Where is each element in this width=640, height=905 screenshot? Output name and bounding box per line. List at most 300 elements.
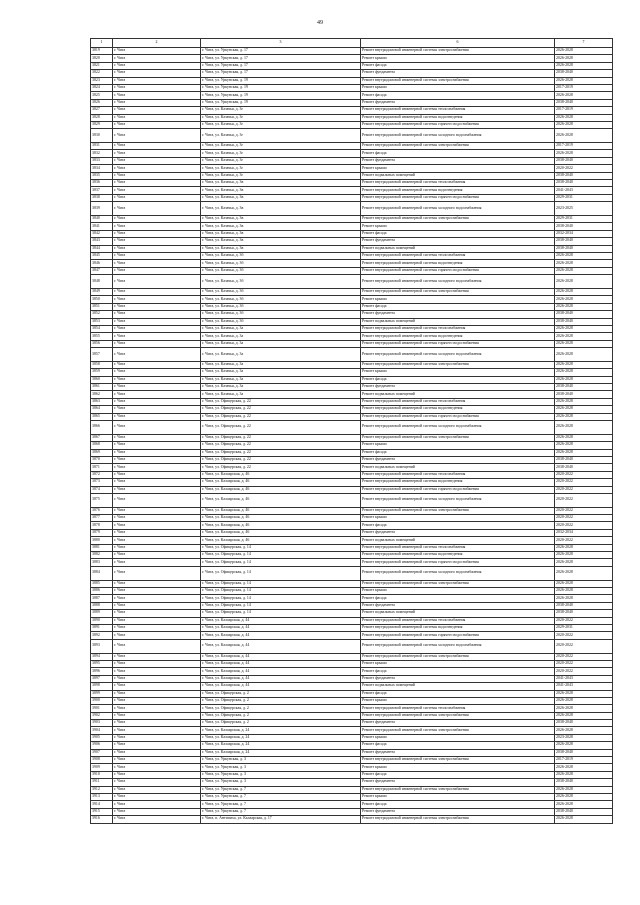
row-number-cell: 3846 <box>91 260 113 267</box>
table-row <box>91 172 613 179</box>
work-type-cell: Ремонт внутридомовой инженерной системы электроснабжения <box>361 143 555 150</box>
row-number-cell: 3916 <box>91 816 113 823</box>
period-cell: 2038-2040 <box>555 99 613 106</box>
period-cell: 2041-2043 <box>555 683 613 690</box>
table-row <box>91 143 613 150</box>
table-row <box>91 566 613 580</box>
city-cell: г. Чита <box>113 734 201 741</box>
row-number-cell: 3888 <box>91 602 113 609</box>
period-cell: 2020-2022 <box>555 617 613 624</box>
address-cell: г. Чита, ул. Казачья, д. 3в <box>201 245 361 252</box>
period-cell: 2038-2040 <box>555 384 613 391</box>
work-type-cell: Ремонт фундамента <box>361 808 555 815</box>
period-cell: 2038-2040 <box>555 720 613 727</box>
city-cell: г. Чита <box>113 771 201 778</box>
address-cell: г. Чита, ул. Казачья, д. 3г <box>201 114 361 121</box>
row-number-cell: 3838 <box>91 194 113 201</box>
city-cell: г. Чита <box>113 720 201 727</box>
row-number-cell: 3863 <box>91 398 113 405</box>
work-type-cell: Ремонт внутридомовой инженерной системы холодного водоснабжения <box>361 275 555 289</box>
period-cell: 2026-2028 <box>555 55 613 62</box>
city-cell: г. Чита <box>113 121 201 128</box>
work-type-cell: Ремонт внутридомовой инженерной системы теплоснабжения <box>361 107 555 114</box>
work-type-cell: Ремонт внутридомовой инженерной системы теплоснабжения <box>361 544 555 551</box>
address-cell: г. Чита, ул. Казачья, д. 3г <box>201 143 361 150</box>
table-row <box>91 348 613 362</box>
work-type-cell: Ремонт внутридомовой инженерной системы холодного водоснабжения <box>361 420 555 434</box>
period-cell: 2026-2028 <box>555 260 613 267</box>
work-type-cell: Ремонт внутридомовой инженерной системы горячего водоснабжения <box>361 632 555 639</box>
city-cell: г. Чита <box>113 683 201 690</box>
table-row <box>91 318 613 325</box>
table-row <box>91 668 613 675</box>
city-cell: г. Чита <box>113 653 201 660</box>
work-type-cell: Ремонт внутридомовой инженерной системы электроснабжения <box>361 216 555 223</box>
table-row <box>91 384 613 391</box>
period-cell: 2026-2028 <box>555 340 613 347</box>
work-type-cell: Ремонт внутридомовой инженерной системы электроснабжения <box>361 580 555 587</box>
table-row <box>91 245 613 252</box>
row-number-cell: 3831 <box>91 143 113 150</box>
work-type-cell: Ремонт внутридомовой инженерной системы электроснабжения <box>361 288 555 295</box>
table-row <box>91 580 613 587</box>
city-cell: г. Чита <box>113 325 201 332</box>
table-row <box>91 697 613 704</box>
city-cell: г. Чита <box>113 690 201 697</box>
period-cell: 2026-2028 <box>555 333 613 340</box>
table-row <box>91 398 613 405</box>
row-number-cell: 3860 <box>91 376 113 383</box>
period-cell: 2026-2028 <box>555 92 613 99</box>
table-row <box>91 420 613 434</box>
address-cell: г. Чита, ул. Казачья, д. 3в <box>201 238 361 245</box>
address-cell: г. Чита, ул. Офицерская, д. 22 <box>201 406 361 413</box>
work-type-cell: Ремонт внутридомовой инженерной системы водоотведения <box>361 552 555 559</box>
address-cell: г. Чита, ул. Калаарская, д. 24 <box>201 742 361 749</box>
table-row <box>91 107 613 114</box>
period-cell: 2038-2040 <box>555 157 613 164</box>
row-number-cell: 3851 <box>91 303 113 310</box>
row-number-cell: 3844 <box>91 245 113 252</box>
city-cell: г. Чита <box>113 311 201 318</box>
row-number-cell: 3861 <box>91 384 113 391</box>
address-cell: г. Чита, ул. Казачья, д. 3а <box>201 376 361 383</box>
table-row <box>91 449 613 456</box>
table-row <box>91 515 613 522</box>
table-row <box>91 325 613 332</box>
work-type-cell: Ремонт фундамента <box>361 456 555 463</box>
row-number-cell: 3912 <box>91 786 113 793</box>
row-number-cell: 3876 <box>91 507 113 514</box>
address-cell: г. Чита, ул. Калаарская, д. 46 <box>201 493 361 507</box>
address-cell: г. Чита, ул. Калаарская, д. 44 <box>201 653 361 660</box>
city-cell: г. Чита <box>113 172 201 179</box>
table-row <box>91 537 613 544</box>
city-cell: г. Чита <box>113 157 201 164</box>
table-row <box>91 194 613 201</box>
city-cell: г. Чита <box>113 442 201 449</box>
period-cell: 2020-2022 <box>555 507 613 514</box>
period-cell: 2023-2025 <box>555 202 613 216</box>
address-cell: г. Чита, ул. Калаарская, д. 44 <box>201 675 361 682</box>
address-cell: г. Чита, ул. Калаарская, д. 44 <box>201 617 361 624</box>
period-cell: 2026-2028 <box>555 121 613 128</box>
row-number-cell: 3856 <box>91 340 113 347</box>
period-cell: 2026-2028 <box>555 559 613 566</box>
period-cell: 2026-2028 <box>555 348 613 362</box>
table-row <box>91 311 613 318</box>
table-row <box>91 653 613 660</box>
work-type-cell: Ремонт подвальных помещений <box>361 245 555 252</box>
row-number-cell: 3894 <box>91 653 113 660</box>
table-row <box>91 333 613 340</box>
row-number-cell: 3820 <box>91 55 113 62</box>
work-type-cell: Ремонт внутридомовой инженерной системы холодного водоснабжения <box>361 639 555 653</box>
work-type-cell: Ремонт внутридомовой инженерной системы холодного водоснабжения <box>361 129 555 143</box>
table-row <box>91 720 613 727</box>
table-row <box>91 77 613 84</box>
address-cell: г. Чита, ул. Офицерская, д. 14 <box>201 552 361 559</box>
table-row <box>91 479 613 486</box>
city-cell: г. Чита <box>113 529 201 536</box>
city-cell: г. Чита <box>113 471 201 478</box>
city-cell: г. Чита <box>113 413 201 420</box>
row-number-cell: 3865 <box>91 413 113 420</box>
period-cell: 2026-2028 <box>555 742 613 749</box>
table-row <box>91 742 613 749</box>
table-row <box>91 223 613 230</box>
row-number-cell: 3904 <box>91 727 113 734</box>
period-cell: 2026-2028 <box>555 413 613 420</box>
period-cell: 2026-2028 <box>555 62 613 69</box>
work-type-cell: Ремонт фундамента <box>361 720 555 727</box>
city-cell: г. Чита <box>113 107 201 114</box>
period-cell: 2038-2040 <box>555 808 613 815</box>
table-row <box>91 340 613 347</box>
work-type-cell: Ремонт фасада <box>361 376 555 383</box>
period-cell: 2026-2028 <box>555 595 613 602</box>
address-cell: г. Чита, ул. Калаарская, д. 24 <box>201 727 361 734</box>
address-cell: г. Чита, ул. Уркунская, д. 3 <box>201 779 361 786</box>
work-type-cell: Ремонт подвальных помещений <box>361 610 555 617</box>
address-cell: г. Чита, ул. Офицерская, д. 22 <box>201 464 361 471</box>
address-cell: г. Чита, ул. Казачья, д. 3в <box>201 194 361 201</box>
table-row <box>91 413 613 420</box>
table-row <box>91 544 613 551</box>
period-cell: 2026-2028 <box>555 369 613 376</box>
city-cell: г. Чита <box>113 816 201 823</box>
city-cell: г. Чита <box>113 384 201 391</box>
row-number-cell: 3868 <box>91 442 113 449</box>
table-row <box>91 202 613 216</box>
city-cell: г. Чита <box>113 55 201 62</box>
period-cell: 2026-2028 <box>555 434 613 441</box>
row-number-cell: 3890 <box>91 617 113 624</box>
row-number-cell: 3835 <box>91 172 113 179</box>
city-cell: г. Чита <box>113 216 201 223</box>
period-cell: 2038-2040 <box>555 391 613 398</box>
row-number-cell: 3874 <box>91 486 113 493</box>
address-cell: г. Чита, ул. Калаарская, д. 46 <box>201 537 361 544</box>
city-cell: г. Чита <box>113 92 201 99</box>
row-number-cell: 3913 <box>91 793 113 800</box>
period-cell: 2026-2028 <box>555 544 613 551</box>
address-cell: г. Чита, ул. Казачья, д. 3б <box>201 252 361 259</box>
period-cell: 2026-2028 <box>555 764 613 771</box>
row-number-cell: 3849 <box>91 288 113 295</box>
period-cell: 2026-2028 <box>555 697 613 704</box>
work-type-cell: Ремонт фасада <box>361 62 555 69</box>
table-row <box>91 588 613 595</box>
address-cell: г. Чита, ул. Офицерская, д. 14 <box>201 544 361 551</box>
city-cell: г. Чита <box>113 99 201 106</box>
work-type-cell: Ремонт фундамента <box>361 749 555 756</box>
row-number-cell: 3864 <box>91 406 113 413</box>
work-type-cell: Ремонт внутридомовой инженерной системы электроснабжения <box>361 77 555 84</box>
address-cell: г. Чита, ул. Уркунская, д. 17 <box>201 48 361 55</box>
row-number-cell: 3836 <box>91 180 113 187</box>
row-number-cell: 3841 <box>91 223 113 230</box>
city-cell: г. Чита <box>113 187 201 194</box>
city-cell: г. Чита <box>113 223 201 230</box>
row-number-cell: 3824 <box>91 84 113 91</box>
table-row <box>91 522 613 529</box>
row-number-cell: 3833 <box>91 157 113 164</box>
row-number-cell: 3845 <box>91 252 113 259</box>
work-type-cell: Ремонт внутридомовой инженерной системы холодного водоснабжения <box>361 348 555 362</box>
address-cell: г. Чита, ул. Офицерская, д. 2 <box>201 705 361 712</box>
row-number-cell: 3907 <box>91 749 113 756</box>
address-cell: г. Чита, ул. Казачья, д. 3в <box>201 187 361 194</box>
row-number-cell: 3823 <box>91 77 113 84</box>
address-cell: г. Чита, ул. Уркунская, д. 3 <box>201 771 361 778</box>
period-cell: 2020-2022 <box>555 471 613 478</box>
table-row <box>91 180 613 187</box>
table-header-row <box>91 39 613 48</box>
period-cell: 2032-2034 <box>555 529 613 536</box>
table-row <box>91 165 613 172</box>
city-cell: г. Чита <box>113 493 201 507</box>
work-type-cell: Ремонт внутридомовой инженерной системы электроснабжения <box>361 786 555 793</box>
work-type-cell: Ремонт подвальных помещений <box>361 318 555 325</box>
row-number-cell: 3821 <box>91 62 113 69</box>
table-row <box>91 157 613 164</box>
table-row <box>91 734 613 741</box>
row-number-cell: 3915 <box>91 808 113 815</box>
row-number-cell: 3905 <box>91 734 113 741</box>
period-cell: 2020-2022 <box>555 653 613 660</box>
work-type-cell: Ремонт фундамента <box>361 99 555 106</box>
city-cell: г. Чита <box>113 114 201 121</box>
row-number-cell: 3828 <box>91 114 113 121</box>
work-type-cell: Ремонт внутридомовой инженерной системы горячего водоснабжения <box>361 486 555 493</box>
row-number-cell: 3854 <box>91 325 113 332</box>
work-type-cell: Ремонт внутридомовой инженерной системы водоотведения <box>361 260 555 267</box>
period-cell: 2020-2022 <box>555 486 613 493</box>
work-type-cell: Ремонт фундамента <box>361 311 555 318</box>
address-cell: г. Чита, ул. Калаарская, д. 44 <box>201 683 361 690</box>
city-cell: г. Чита <box>113 376 201 383</box>
address-cell: г. Чита, ул. Уркунская, д. 3 <box>201 757 361 764</box>
row-number-cell: 3857 <box>91 348 113 362</box>
work-type-cell: Ремонт крыши <box>361 793 555 800</box>
city-cell: г. Чита <box>113 779 201 786</box>
row-number-cell: 3896 <box>91 668 113 675</box>
work-type-cell: Ремонт крыши <box>361 442 555 449</box>
row-number-cell: 3842 <box>91 230 113 237</box>
table-row <box>91 391 613 398</box>
address-cell: г. Чита, ул. Казачья, д. 3а <box>201 325 361 332</box>
row-number-cell: 3883 <box>91 559 113 566</box>
row-number-cell: 3908 <box>91 757 113 764</box>
period-cell: 2026-2028 <box>555 588 613 595</box>
table-row <box>91 129 613 143</box>
table-row <box>91 216 613 223</box>
table-row <box>91 602 613 609</box>
address-cell: г. Чита, ул. Офицерская, д. 2 <box>201 712 361 719</box>
city-cell: г. Чита <box>113 749 201 756</box>
work-type-cell: Ремонт фундамента <box>361 70 555 77</box>
period-cell: 2026-2028 <box>555 566 613 580</box>
city-cell: г. Чита <box>113 288 201 295</box>
address-cell: г. Чита, ул. Уркунская, д. 19 <box>201 99 361 106</box>
period-cell: 2026-2028 <box>555 580 613 587</box>
address-cell: г. Чита, ул. Казачья, д. 3б <box>201 318 361 325</box>
address-cell: г. Чита, ул. Казачья, д. 3г <box>201 107 361 114</box>
city-cell: г. Чита <box>113 566 201 580</box>
period-cell: 2026-2028 <box>555 449 613 456</box>
address-cell: г. Чита, ул. Офицерская, д. 22 <box>201 449 361 456</box>
work-type-cell: Ремонт крыши <box>361 84 555 91</box>
work-type-cell: Ремонт внутридомовой инженерной системы теплоснабжения <box>361 398 555 405</box>
table-row <box>91 690 613 697</box>
period-cell: 2026-2028 <box>555 793 613 800</box>
work-type-cell: Ремонт внутридомовой инженерной системы холодного водоснабжения <box>361 493 555 507</box>
period-cell: 2029-2031 <box>555 194 613 201</box>
table-row <box>91 779 613 786</box>
table-row <box>91 632 613 639</box>
address-cell: г. Чита, ул. Казачья, д. 3г <box>201 172 361 179</box>
period-cell: 2026-2028 <box>555 325 613 332</box>
table-row <box>91 92 613 99</box>
work-type-cell: Ремонт внутридомовой инженерной системы холодного водоснабжения <box>361 202 555 216</box>
work-type-cell: Ремонт внутридомовой инженерной системы электроснабжения <box>361 48 555 55</box>
work-type-cell: Ремонт внутридомовой инженерной системы электроснабжения <box>361 434 555 441</box>
row-number-cell: 3906 <box>91 742 113 749</box>
period-cell: 2017-2019 <box>555 84 613 91</box>
city-cell: г. Чита <box>113 143 201 150</box>
work-type-cell: Ремонт внутридомовой инженерной системы водоотведения <box>361 187 555 194</box>
table-body <box>91 48 613 824</box>
work-type-cell: Ремонт внутридомовой инженерной системы горячего водоснабжения <box>361 559 555 566</box>
table-row <box>91 683 613 690</box>
work-type-cell: Ремонт внутридомовой инженерной системы электроснабжения <box>361 712 555 719</box>
address-cell: г. Чита, ул. Казачья, д. 3а <box>201 369 361 376</box>
address-cell: г. Чита, ул. Уркунская, д. 7 <box>201 801 361 808</box>
address-cell: г. Чита, ул. Казачья, д. 3в <box>201 180 361 187</box>
address-cell: г. Чита, ул. Уркунская, д. 17 <box>201 62 361 69</box>
header-col-1: 1 <box>91 39 113 48</box>
address-cell: г. Чита, ул. Уркунская, д. 17 <box>201 70 361 77</box>
work-type-cell: Ремонт фасада <box>361 230 555 237</box>
work-type-cell: Ремонт фасада <box>361 742 555 749</box>
city-cell: г. Чита <box>113 660 201 667</box>
row-number-cell: 3862 <box>91 391 113 398</box>
address-cell: г. Чита, ул. Офицерская, д. 14 <box>201 566 361 580</box>
work-type-cell: Ремонт внутридомовой инженерной системы горячего водоснабжения <box>361 340 555 347</box>
period-cell: 2026-2028 <box>555 801 613 808</box>
address-cell: г. Чита, ул. Офицерская, д. 22 <box>201 398 361 405</box>
period-cell: 2026-2028 <box>555 442 613 449</box>
table-row <box>91 238 613 245</box>
period-cell: 2026-2028 <box>555 406 613 413</box>
row-number-cell: 3901 <box>91 705 113 712</box>
address-cell: г. Чита, ул. Казачья, д. 3б <box>201 288 361 295</box>
row-number-cell: 3819 <box>91 48 113 55</box>
table-row <box>91 288 613 295</box>
city-cell: г. Чита <box>113 260 201 267</box>
city-cell: г. Чита <box>113 764 201 771</box>
row-number-cell: 3885 <box>91 580 113 587</box>
table-row <box>91 493 613 507</box>
period-cell: 2026-2028 <box>555 77 613 84</box>
city-cell: г. Чита <box>113 398 201 405</box>
period-cell: 2017-2019 <box>555 107 613 114</box>
address-cell: г. Чита, ул. Казачья, д. 3а <box>201 348 361 362</box>
row-number-cell: 3877 <box>91 515 113 522</box>
period-cell: 2038-2040 <box>555 456 613 463</box>
work-type-cell: Ремонт фасада <box>361 150 555 157</box>
address-cell: г. Чита, п. Антипиха, ул. Калаарская, д. 17 <box>201 816 361 823</box>
address-cell: г. Чита, ул. Офицерская, д. 2 <box>201 720 361 727</box>
table-row <box>91 705 613 712</box>
period-cell: 2020-2022 <box>555 537 613 544</box>
row-number-cell: 3847 <box>91 267 113 274</box>
table-row <box>91 793 613 800</box>
work-type-cell: Ремонт крыши <box>361 165 555 172</box>
period-cell: 2026-2028 <box>555 296 613 303</box>
work-type-cell: Ремонт внутридомовой инженерной системы теплоснабжения <box>361 617 555 624</box>
city-cell: г. Чита <box>113 595 201 602</box>
period-cell: 2026-2028 <box>555 712 613 719</box>
row-number-cell: 3859 <box>91 369 113 376</box>
row-number-cell: 3853 <box>91 318 113 325</box>
period-cell: 2032-2034 <box>555 230 613 237</box>
work-type-cell: Ремонт крыши <box>361 515 555 522</box>
row-number-cell: 3867 <box>91 434 113 441</box>
address-cell: г. Чита, ул. Калаарская, д. 46 <box>201 507 361 514</box>
city-cell: г. Чита <box>113 369 201 376</box>
row-number-cell: 3892 <box>91 632 113 639</box>
period-cell: 2038-2040 <box>555 602 613 609</box>
period-cell: 2038-2040 <box>555 172 613 179</box>
period-cell: 2026-2028 <box>555 376 613 383</box>
work-type-cell: Ремонт фундамента <box>361 675 555 682</box>
period-cell: 2026-2028 <box>555 48 613 55</box>
period-cell: 2020-2022 <box>555 515 613 522</box>
row-number-cell: 3871 <box>91 464 113 471</box>
table-row <box>91 296 613 303</box>
city-cell: г. Чита <box>113 202 201 216</box>
city-cell: г. Чита <box>113 238 201 245</box>
work-type-cell: Ремонт внутридомовой инженерной системы электроснабжения <box>361 727 555 734</box>
period-cell: 2020-2022 <box>555 522 613 529</box>
address-cell: г. Чита, ул. Казачья, д. 3в <box>201 202 361 216</box>
work-type-cell: Ремонт внутридомовой инженерной системы теплоснабжения <box>361 180 555 187</box>
city-cell: г. Чита <box>113 340 201 347</box>
work-type-cell: Ремонт внутридомовой инженерной системы водоотведения <box>361 624 555 631</box>
city-cell: г. Чита <box>113 624 201 631</box>
